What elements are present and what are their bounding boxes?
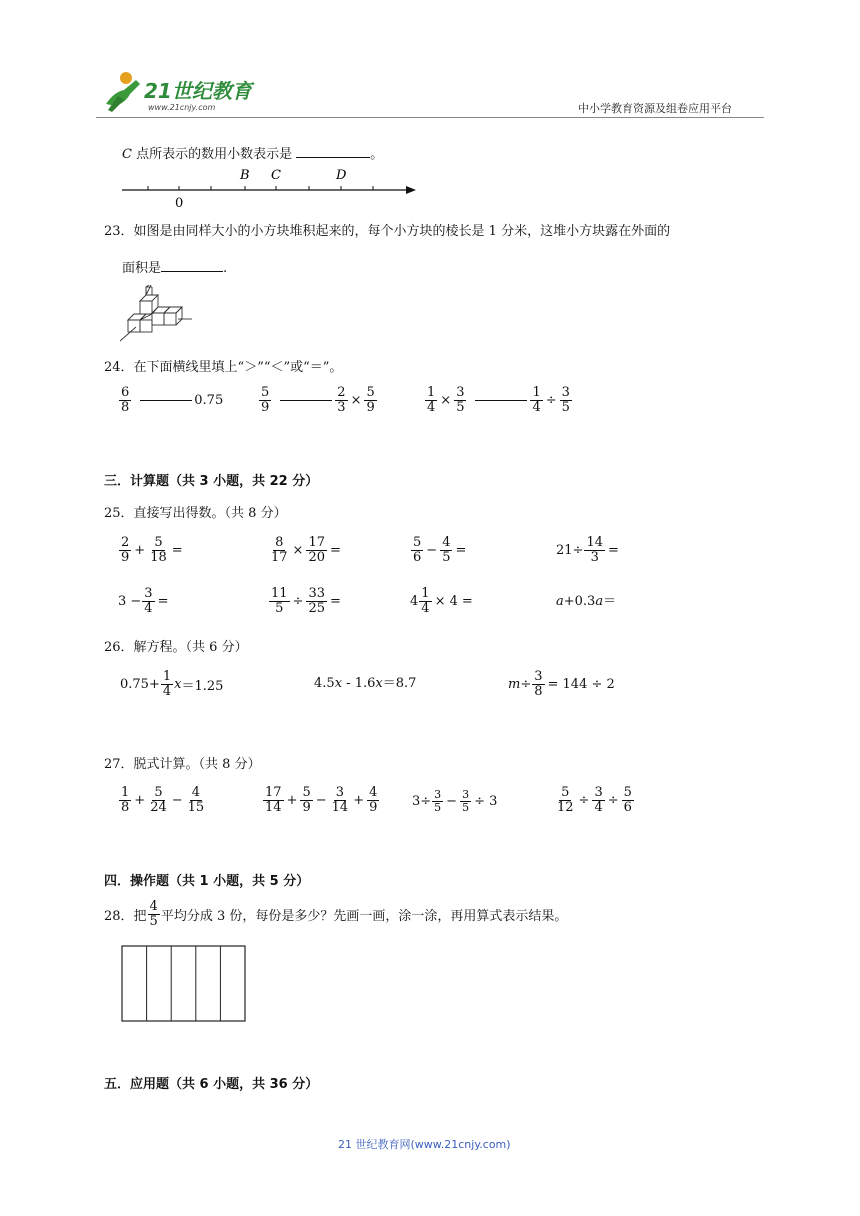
fraction xyxy=(440,536,452,564)
numerator: 3 xyxy=(561,385,570,400)
platform-name: 中小学教育资源及组卷应用平台 xyxy=(578,102,732,115)
fraction xyxy=(425,386,437,414)
expression-mid: +0.3 xyxy=(563,594,596,609)
fraction xyxy=(263,786,284,814)
q22-end: 。 xyxy=(370,147,384,162)
q26-eq3 xyxy=(508,670,617,698)
denominator: 3 xyxy=(590,549,599,565)
numerator: 3 xyxy=(462,788,470,801)
equals-sign: = xyxy=(330,593,341,609)
operator: × 4 xyxy=(434,593,458,609)
numerator: 4 xyxy=(369,785,378,800)
q26-eq1 xyxy=(120,670,223,698)
equals-sign: = xyxy=(157,593,169,609)
q28-text xyxy=(104,900,567,928)
expression-suffix: ÷ 3 xyxy=(474,793,498,809)
fraction xyxy=(367,786,379,814)
q25-r1c1 xyxy=(118,536,185,564)
expression-suffix: = 144 ÷ 2 xyxy=(547,676,615,692)
denominator: 18 xyxy=(150,549,167,565)
numerator: 1 xyxy=(427,385,436,400)
coefficient: 4.5 xyxy=(314,676,335,691)
equals-sign: = xyxy=(607,542,619,558)
fraction xyxy=(269,536,290,564)
denominator: 8 xyxy=(534,683,543,699)
q25-r2c1 xyxy=(118,587,170,615)
q25-title: 25．直接写出得数。（共 8 分） xyxy=(104,506,287,521)
fraction xyxy=(335,386,347,414)
q24-item2 xyxy=(258,386,378,414)
numerator: 33 xyxy=(308,586,325,601)
operator: ÷ xyxy=(520,676,532,692)
denominator: 9 xyxy=(369,799,378,815)
drawing-rectangle[interactable] xyxy=(121,945,247,1023)
denominator: 4 xyxy=(162,683,172,699)
fraction xyxy=(411,536,423,564)
denominator: 3 xyxy=(337,399,346,415)
expression-suffix: ＝8.7 xyxy=(382,676,417,691)
numerator: 3 xyxy=(594,785,603,800)
denominator: 9 xyxy=(121,549,130,565)
numerator: 5 xyxy=(366,385,375,400)
fraction xyxy=(532,670,544,698)
q26-title: 26．解方程。（共 6 分） xyxy=(104,640,248,655)
q27-title: 27．脱式计算。（共 8 分） xyxy=(104,757,261,772)
q25-r2c3 xyxy=(410,587,475,615)
site-logo xyxy=(96,66,266,114)
operator: ÷ xyxy=(607,792,619,808)
fraction xyxy=(119,386,131,414)
numerator: 17 xyxy=(308,535,325,550)
operator: × xyxy=(292,542,304,558)
operator: − xyxy=(426,542,438,558)
numerator: 4 xyxy=(149,899,158,914)
numerator: 4 xyxy=(191,785,201,800)
fraction xyxy=(148,900,160,928)
denominator: 14 xyxy=(331,799,349,815)
q23-prompt: 面积是 xyxy=(122,261,162,276)
denominator: 6 xyxy=(413,549,422,565)
denominator: 4 xyxy=(144,600,153,616)
label-d: D xyxy=(336,168,347,183)
denominator: 25 xyxy=(308,600,325,616)
numerator: 5 xyxy=(623,785,632,800)
denominator: 20 xyxy=(308,549,325,565)
header-divider xyxy=(96,117,764,118)
variable: x xyxy=(375,676,383,691)
fraction xyxy=(269,587,290,615)
fraction xyxy=(460,789,471,813)
fraction xyxy=(300,786,312,814)
label-zero: 0 xyxy=(175,196,184,211)
numerator: 2 xyxy=(121,535,130,550)
q28-prefix: 28．把 xyxy=(104,908,147,924)
numerator: 1 xyxy=(121,785,130,800)
q25-r1c4 xyxy=(556,536,621,564)
denominator: 5 xyxy=(434,800,442,814)
fraction xyxy=(555,786,576,814)
fraction xyxy=(530,386,542,414)
q25-r1c3 xyxy=(410,536,468,564)
fraction xyxy=(560,386,572,414)
q25-r1c2 xyxy=(268,536,343,564)
q23-line2 xyxy=(122,257,227,276)
fraction xyxy=(454,386,466,414)
operator: + xyxy=(134,542,146,558)
fraction xyxy=(161,670,173,698)
expression-prefix: 21÷ xyxy=(556,542,584,558)
numerator: 3 xyxy=(534,669,543,684)
denominator: 5 xyxy=(561,399,570,415)
compare-blank[interactable] xyxy=(280,400,332,401)
q25-r2c2 xyxy=(268,587,343,615)
cube-stack-figure xyxy=(116,285,196,343)
numerator: 8 xyxy=(275,535,284,550)
denominator: 5 xyxy=(275,600,284,616)
logo-url: www.21cnjy.com xyxy=(148,103,216,112)
compare-blank[interactable] xyxy=(140,400,192,401)
equals-sign: = xyxy=(461,593,473,609)
operator: − xyxy=(171,792,183,808)
denominator: 4 xyxy=(532,399,541,415)
denominator: 5 xyxy=(149,913,158,929)
operator: + xyxy=(286,792,298,808)
q27-e3 xyxy=(412,789,499,813)
denominator: 9 xyxy=(261,399,270,415)
denominator: 5 xyxy=(456,399,465,415)
q26-eq2 xyxy=(314,672,416,691)
expression-suffix: ＝1.25 xyxy=(181,678,224,694)
coefficient: - 1.6 xyxy=(342,676,376,691)
footer-link[interactable]: 21 世纪教育网(www.21cnjy.com) xyxy=(338,1138,511,1151)
denominator: 24 xyxy=(150,799,167,815)
fraction xyxy=(142,587,154,615)
operator: − xyxy=(446,793,458,809)
variable: m xyxy=(508,676,521,692)
fraction xyxy=(148,536,169,564)
operator: + xyxy=(134,792,146,808)
numerator: 3 xyxy=(144,586,153,601)
fraction xyxy=(330,786,351,814)
expression-prefix: 3 − xyxy=(118,593,142,609)
numerator: 5 xyxy=(561,785,570,800)
q23-line1: 23．如图是由同样大小的小方块堆积起来的，每个小方块的棱长是 1 分米，这堆小方块露在外面的 xyxy=(104,224,671,239)
operator: × xyxy=(440,392,452,408)
operator: ÷ xyxy=(545,392,557,408)
expression-prefix: 0.75+ xyxy=(120,676,160,692)
numerator: 4 xyxy=(442,535,451,550)
section-5-title: 五．应用题（共 6 小题，共 36 分） xyxy=(104,1077,319,1092)
fraction xyxy=(119,536,131,564)
denominator: 14 xyxy=(265,799,282,815)
denominator: 9 xyxy=(302,799,311,815)
q22-prompt: 点所表示的数用小数表示是 xyxy=(131,147,293,162)
denominator: 12 xyxy=(557,799,574,815)
numerator: 1 xyxy=(532,385,541,400)
equals-sign: ＝ xyxy=(603,594,617,609)
denominator: 4 xyxy=(594,799,603,815)
answer-blank[interactable] xyxy=(161,271,223,272)
operator: ÷ xyxy=(292,593,304,609)
label-c: C xyxy=(271,168,281,183)
denominator: 4 xyxy=(427,399,436,415)
numerator: 6 xyxy=(121,385,130,400)
fraction xyxy=(364,386,376,414)
fraction xyxy=(584,536,605,564)
fraction xyxy=(622,786,634,814)
point-c-label: C xyxy=(122,147,132,162)
denominator: 8 xyxy=(121,799,130,815)
q27-e4 xyxy=(554,786,635,814)
q27-e2 xyxy=(262,786,380,814)
q24-item3 xyxy=(424,386,573,414)
logo-text: 21世纪教育 xyxy=(144,79,252,103)
numerator: 17 xyxy=(265,785,282,800)
denominator: 4 xyxy=(421,600,430,616)
operator: + xyxy=(353,792,365,808)
fraction xyxy=(306,536,327,564)
numerator: 5 xyxy=(302,785,311,800)
equals-sign: = xyxy=(330,542,341,558)
variable: a xyxy=(595,594,604,609)
compare-blank[interactable] xyxy=(475,400,527,401)
equals-sign: = xyxy=(455,542,467,558)
numerator: 3 xyxy=(456,385,465,400)
operator: × xyxy=(350,392,362,408)
expression-prefix: 3÷ xyxy=(412,793,432,809)
section-4-title: 四．操作题（共 1 小题，共 5 分） xyxy=(104,874,310,889)
fraction xyxy=(592,786,604,814)
numerator: 5 xyxy=(154,785,163,800)
variable: x xyxy=(174,676,182,692)
numerator: 1 xyxy=(162,669,172,684)
numerator: 14 xyxy=(586,535,603,550)
fraction xyxy=(306,587,327,615)
numerator: 3 xyxy=(434,788,442,801)
q24-title: 24．在下面横线里填上“＞”“＜”或“＝”。 xyxy=(104,360,343,375)
fraction xyxy=(148,786,169,814)
q24-item1 xyxy=(118,386,223,414)
denominator: 9 xyxy=(366,399,375,415)
q22-text xyxy=(122,143,383,162)
fraction xyxy=(432,789,443,813)
answer-blank[interactable] xyxy=(296,157,370,158)
fraction xyxy=(119,786,131,814)
denominator: 17 xyxy=(271,549,288,565)
numerator: 3 xyxy=(335,785,345,800)
denominator: 15 xyxy=(187,799,205,815)
mixed-whole: 4 xyxy=(410,593,419,609)
number-line xyxy=(120,164,420,212)
q25-r2c4 xyxy=(556,590,616,609)
denominator: 8 xyxy=(121,399,130,415)
fraction xyxy=(259,386,271,414)
section-3-title: 三．计算题（共 3 小题，共 22 分） xyxy=(104,474,319,489)
q23-end: . xyxy=(223,261,228,276)
q28-prompt: 平均分成 3 份，每份是多少？先画一画，涂一涂，再用算式表示结果。 xyxy=(160,908,568,924)
numerator: 11 xyxy=(271,586,288,601)
variable: a xyxy=(556,594,564,609)
operator: ÷ xyxy=(578,792,590,808)
numerator: 5 xyxy=(413,535,422,550)
numerator: 2 xyxy=(337,385,346,400)
denominator: 6 xyxy=(623,799,632,815)
decimal-value: 0.75 xyxy=(194,392,224,408)
denominator: 5 xyxy=(442,549,451,565)
variable: x xyxy=(334,676,343,691)
numerator: 5 xyxy=(261,385,270,400)
label-b: B xyxy=(240,168,250,183)
numerator: 1 xyxy=(421,586,430,601)
fraction xyxy=(419,587,431,615)
numerator: 5 xyxy=(154,535,163,550)
q27-e1 xyxy=(118,786,207,814)
denominator: 5 xyxy=(462,800,470,814)
equals-sign: = xyxy=(171,542,183,558)
fraction xyxy=(186,786,207,814)
operator: − xyxy=(315,792,327,808)
